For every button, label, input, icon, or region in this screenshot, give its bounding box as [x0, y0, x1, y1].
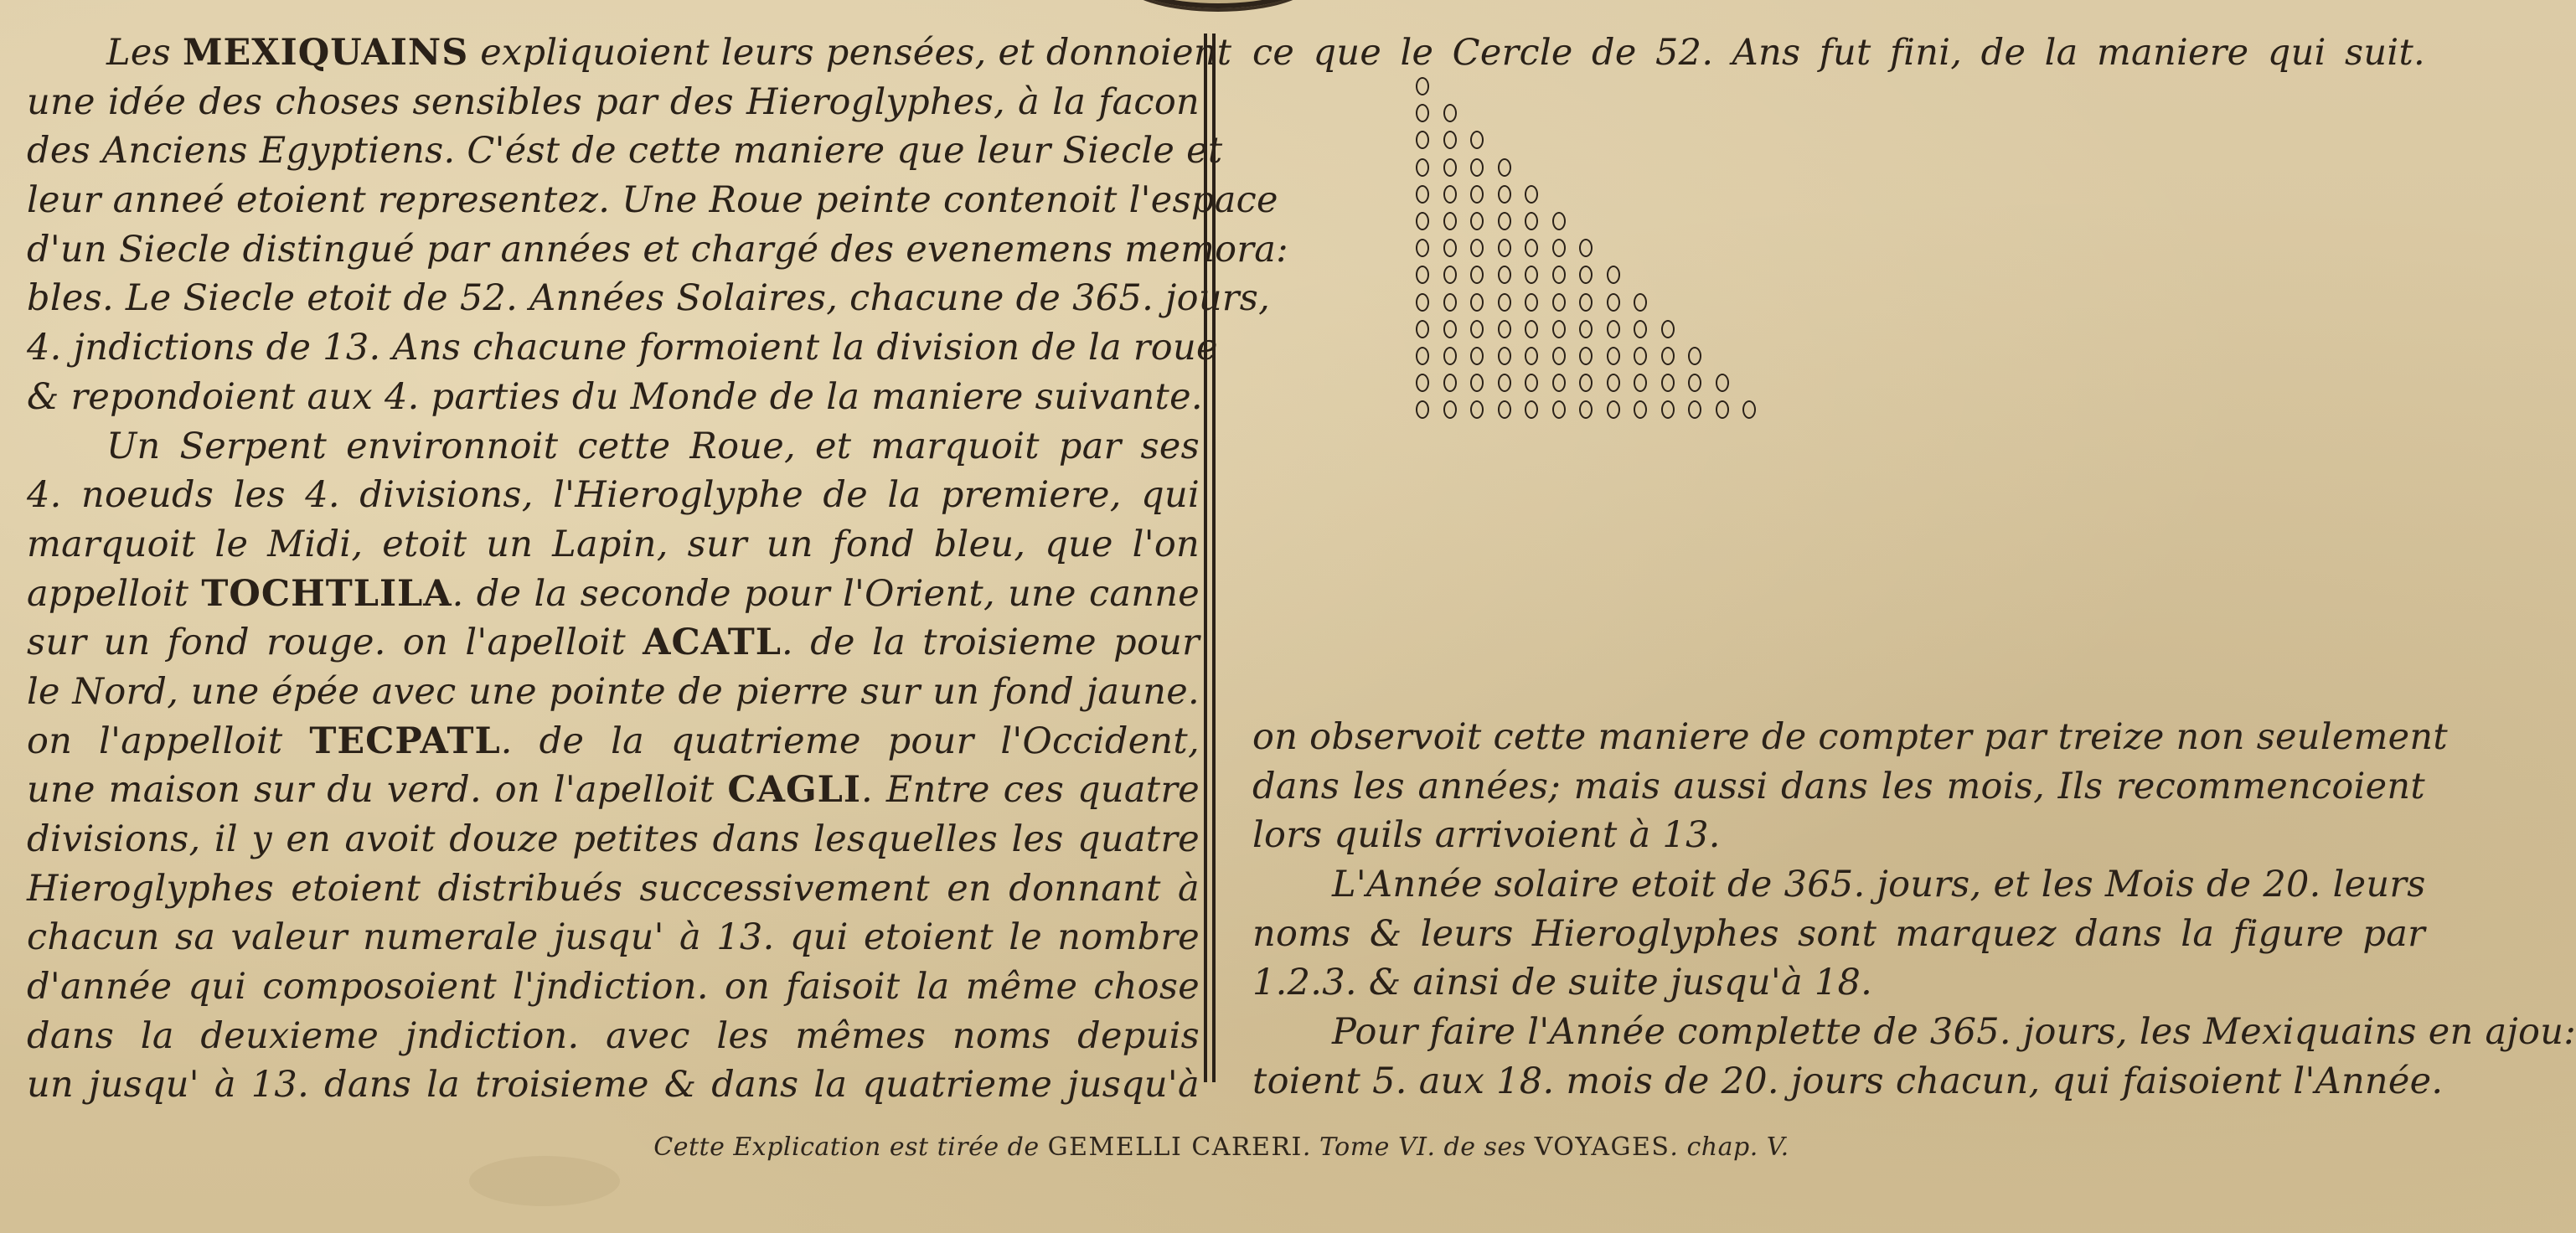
count-circle — [1552, 347, 1566, 365]
count-circle — [1661, 320, 1675, 338]
count-circle — [1443, 158, 1457, 177]
footer-suffix: . chap. V. — [1670, 1132, 1789, 1162]
count-circle — [1525, 239, 1538, 257]
count-circle — [1416, 266, 1429, 284]
text-line — [27, 373, 1203, 422]
count-circle — [1579, 347, 1593, 365]
text-line — [27, 520, 1200, 570]
text-segment: d'année qui composoient l'jndiction. on faisoit la même chose — [27, 966, 1200, 1009]
count-circle — [1470, 320, 1484, 338]
count-circle — [1607, 293, 1620, 312]
text-line — [1252, 1008, 2576, 1057]
right-column-intro — [1252, 28, 2425, 78]
count-circle — [1525, 293, 1538, 312]
count-circle — [1416, 104, 1429, 122]
text-segment: noms & leurs Hieroglyphes sont marquez dans la figure par — [1252, 912, 2425, 955]
text-segment: bles. Le Siecle etoit de 52. Années Solaires, chacune de 365. jours, — [27, 277, 1271, 320]
text-line — [27, 1012, 1200, 1061]
count-circle — [1443, 400, 1457, 419]
text-segment: divisions, il y en avoit douze petites dans lesquelles les quatre — [27, 818, 1200, 860]
count-circle — [1498, 347, 1511, 365]
count-circle — [1716, 374, 1729, 392]
count-circle — [1634, 320, 1647, 338]
text-segment: ce que le Cercle de 52. Ans fut fini, de la maniere qui suit. — [1252, 32, 2425, 74]
count-circle — [1661, 347, 1675, 365]
text-line — [1252, 762, 2425, 812]
count-circle — [1470, 158, 1484, 177]
proper-name: MEXIQUAINS — [182, 32, 469, 74]
paper-stain — [469, 1156, 620, 1206]
right-column-body — [1252, 713, 2576, 1107]
count-circle — [1416, 185, 1429, 204]
count-circle — [1742, 400, 1756, 419]
text-segment: lors quils arrivoient à 13. — [1252, 814, 1721, 857]
text-line — [1252, 811, 2425, 860]
text-segment: un jusqu' à 13. dans la troisieme & dans la quatrieme jusqu'à — [27, 1064, 1200, 1107]
count-circle — [1443, 293, 1457, 312]
attribution-footer — [0, 1132, 2443, 1162]
count-circle — [1443, 320, 1457, 338]
count-circle — [1579, 400, 1593, 419]
text-segment: Hieroglyphes etoient distribués successivement en donnant à — [27, 867, 1200, 910]
text-segment: expliquoient leurs pensées, et donnoient — [468, 32, 1232, 74]
text-line — [1252, 958, 2425, 1008]
text-segment: dans les années; mais aussi dans les mois, Ils recommencoient — [1252, 765, 2425, 807]
count-circle — [1607, 400, 1620, 419]
text-line — [1252, 713, 2448, 762]
count-circle — [1443, 239, 1457, 257]
count-circle — [1525, 374, 1538, 392]
text-segment: & repondoient aux 4. parties du Monde de la maniere suivante. — [27, 375, 1203, 418]
text-segment: 4. noeuds les 4. divisions, l'Hieroglyphe de la premiere, qui — [27, 474, 1200, 517]
count-circle — [1525, 185, 1538, 204]
text-segment: . de la quatrieme pour l'Occident, — [500, 720, 1200, 762]
count-circle — [1579, 320, 1593, 338]
text-segment: dans la deuxieme jndiction. avec les mêmes noms depuis — [27, 1014, 1200, 1057]
count-circle — [1498, 266, 1511, 284]
text-line — [1252, 910, 2425, 959]
count-circle — [1688, 374, 1701, 392]
text-segment: chacun sa valeur numerale jusqu' à 13. qui etoient le nombre — [27, 916, 1200, 959]
count-circle — [1579, 239, 1593, 257]
count-circle — [1607, 347, 1620, 365]
count-circle — [1634, 400, 1647, 419]
text-line — [27, 618, 1200, 668]
proper-name: TECPATL — [309, 720, 501, 762]
text-segment: . de la seconde pour l'Orient, une canne — [452, 572, 1200, 615]
count-circle — [1552, 293, 1566, 312]
text-line — [27, 274, 1271, 323]
text-line — [27, 766, 1200, 815]
text-line — [27, 471, 1200, 520]
count-circle — [1661, 374, 1675, 392]
count-circle — [1579, 266, 1593, 284]
count-circle — [1443, 347, 1457, 365]
count-circle — [1470, 185, 1484, 204]
count-circle — [1552, 400, 1566, 419]
count-circle — [1443, 374, 1457, 392]
text-line — [27, 962, 1200, 1012]
count-circle — [1470, 239, 1484, 257]
text-line — [1252, 1057, 2444, 1107]
count-circle — [1579, 374, 1593, 392]
text-line — [27, 717, 1200, 766]
count-circle — [1688, 347, 1701, 365]
text-segment: 4. jndictions de 13. Ans chacune formoient la division de la roue — [27, 327, 1218, 369]
footer-middle: . Tome VI. de ses — [1302, 1132, 1535, 1162]
count-circle — [1470, 400, 1484, 419]
count-circle — [1552, 374, 1566, 392]
count-circle — [1552, 212, 1566, 230]
count-circle — [1416, 212, 1429, 230]
count-circle — [1498, 158, 1511, 177]
text-line — [27, 864, 1200, 914]
count-circle — [1416, 77, 1429, 95]
proper-name: TOCHTLILA — [201, 572, 452, 615]
text-line — [27, 570, 1200, 619]
count-circle — [1470, 374, 1484, 392]
count-circle — [1634, 347, 1647, 365]
proper-name: CAGLI — [727, 769, 862, 812]
count-circle — [1525, 347, 1538, 365]
text-segment: marquoit le Midi, etoit un Lapin, sur un fond bleu, que l'on — [27, 523, 1200, 565]
text-segment: des Anciens Egyptiens. C'ést de cette maniere que leur Siecle et — [27, 130, 1223, 173]
count-circle — [1470, 212, 1484, 230]
text-line — [27, 323, 1218, 373]
text-segment: 1.2.3. & ainsi de suite jusqu'à 18. — [1252, 962, 1873, 1004]
count-circle — [1688, 400, 1701, 419]
count-circle — [1470, 266, 1484, 284]
proper-name: ACATL — [643, 622, 782, 664]
text-segment: une maison sur du verd. on l'apelloit — [27, 769, 728, 812]
count-circle — [1552, 239, 1566, 257]
count-circle — [1634, 293, 1647, 312]
count-circle — [1498, 293, 1511, 312]
count-circle — [1661, 400, 1675, 419]
text-segment: appelloit — [27, 572, 202, 615]
text-line — [1252, 860, 2425, 910]
count-circle — [1498, 185, 1511, 204]
count-circle — [1716, 400, 1729, 419]
text-line — [27, 28, 1232, 78]
count-circle — [1525, 320, 1538, 338]
count-circle — [1607, 266, 1620, 284]
count-circle — [1470, 131, 1484, 149]
count-circle — [1416, 293, 1429, 312]
text-segment: sur un fond rouge. on l'apelloit — [27, 622, 643, 664]
count-circle — [1634, 374, 1647, 392]
text-segment: on observoit cette maniere de compter par treize non seulement — [1252, 716, 2448, 758]
right-text-column — [1252, 28, 2425, 78]
text-line — [27, 913, 1200, 962]
text-segment: on l'appelloit — [27, 720, 310, 762]
text-segment: Pour faire l'Année complette de 365. jours, les Mexiquains en ajou: — [1332, 1011, 2576, 1054]
text-segment: le Nord, une épée avec une pointe de pierre sur un fond jaune. — [27, 670, 1200, 713]
text-line — [27, 1060, 1200, 1110]
count-circle — [1525, 266, 1538, 284]
count-circle — [1498, 400, 1511, 419]
count-circle — [1416, 320, 1429, 338]
count-circle — [1443, 104, 1457, 122]
footer-prefix: Cette Explication est tirée de — [653, 1132, 1048, 1162]
count-circle — [1525, 212, 1538, 230]
column-divider-double-rule — [1204, 34, 1216, 1082]
footer-author: GEMELLI CARERI — [1047, 1132, 1303, 1162]
text-line — [27, 422, 1200, 472]
emblem-medallion — [1123, 0, 1314, 12]
text-segment: Les — [106, 32, 183, 74]
text-segment: toient 5. aux 18. mois de 20. jours chacun, qui faisoient l'Année. — [1252, 1060, 2444, 1102]
count-circle — [1416, 239, 1429, 257]
text-segment: d'un Siecle distingué par années et chargé des evenemens memora: — [27, 228, 1288, 271]
left-text-column — [27, 28, 1288, 1110]
count-circle — [1470, 347, 1484, 365]
text-segment: leur anneé etoient representez. Une Roue peinte contenoit l'espace — [27, 179, 1278, 222]
text-line — [1252, 28, 2425, 78]
count-circle — [1443, 131, 1457, 149]
text-line — [27, 126, 1223, 176]
count-circle — [1416, 400, 1429, 419]
count-circle — [1416, 374, 1429, 392]
count-circle — [1607, 374, 1620, 392]
text-line — [27, 176, 1278, 225]
count-circle — [1416, 158, 1429, 177]
count-circle — [1470, 293, 1484, 312]
count-circle — [1525, 400, 1538, 419]
count-circle — [1443, 266, 1457, 284]
text-segment: Un Serpent environnoit cette Roue, et marquoit par ses — [106, 425, 1200, 467]
text-line — [27, 225, 1288, 275]
count-circle — [1498, 374, 1511, 392]
text-line — [27, 668, 1200, 717]
text-segment: L'Année solaire etoit de 365. jours, et les Mois de 20. leurs — [1332, 864, 2426, 906]
count-circle — [1416, 131, 1429, 149]
text-segment: . de la troisieme pour — [782, 622, 1200, 664]
footer-work: VOYAGES — [1534, 1132, 1670, 1162]
count-circle — [1443, 185, 1457, 204]
count-circle — [1552, 320, 1566, 338]
text-line — [27, 815, 1200, 864]
text-segment: une idée des choses sensibles par des Hieroglyphes, à la facon — [27, 80, 1200, 123]
count-circle — [1498, 239, 1511, 257]
count-circle — [1416, 347, 1429, 365]
count-circle — [1552, 266, 1566, 284]
text-line — [27, 78, 1200, 127]
count-circle — [1498, 320, 1511, 338]
count-circle — [1498, 212, 1511, 230]
count-circle — [1443, 212, 1457, 230]
text-segment: . Entre ces quatre — [861, 769, 1200, 812]
count-circle — [1579, 293, 1593, 312]
count-circle — [1607, 320, 1620, 338]
